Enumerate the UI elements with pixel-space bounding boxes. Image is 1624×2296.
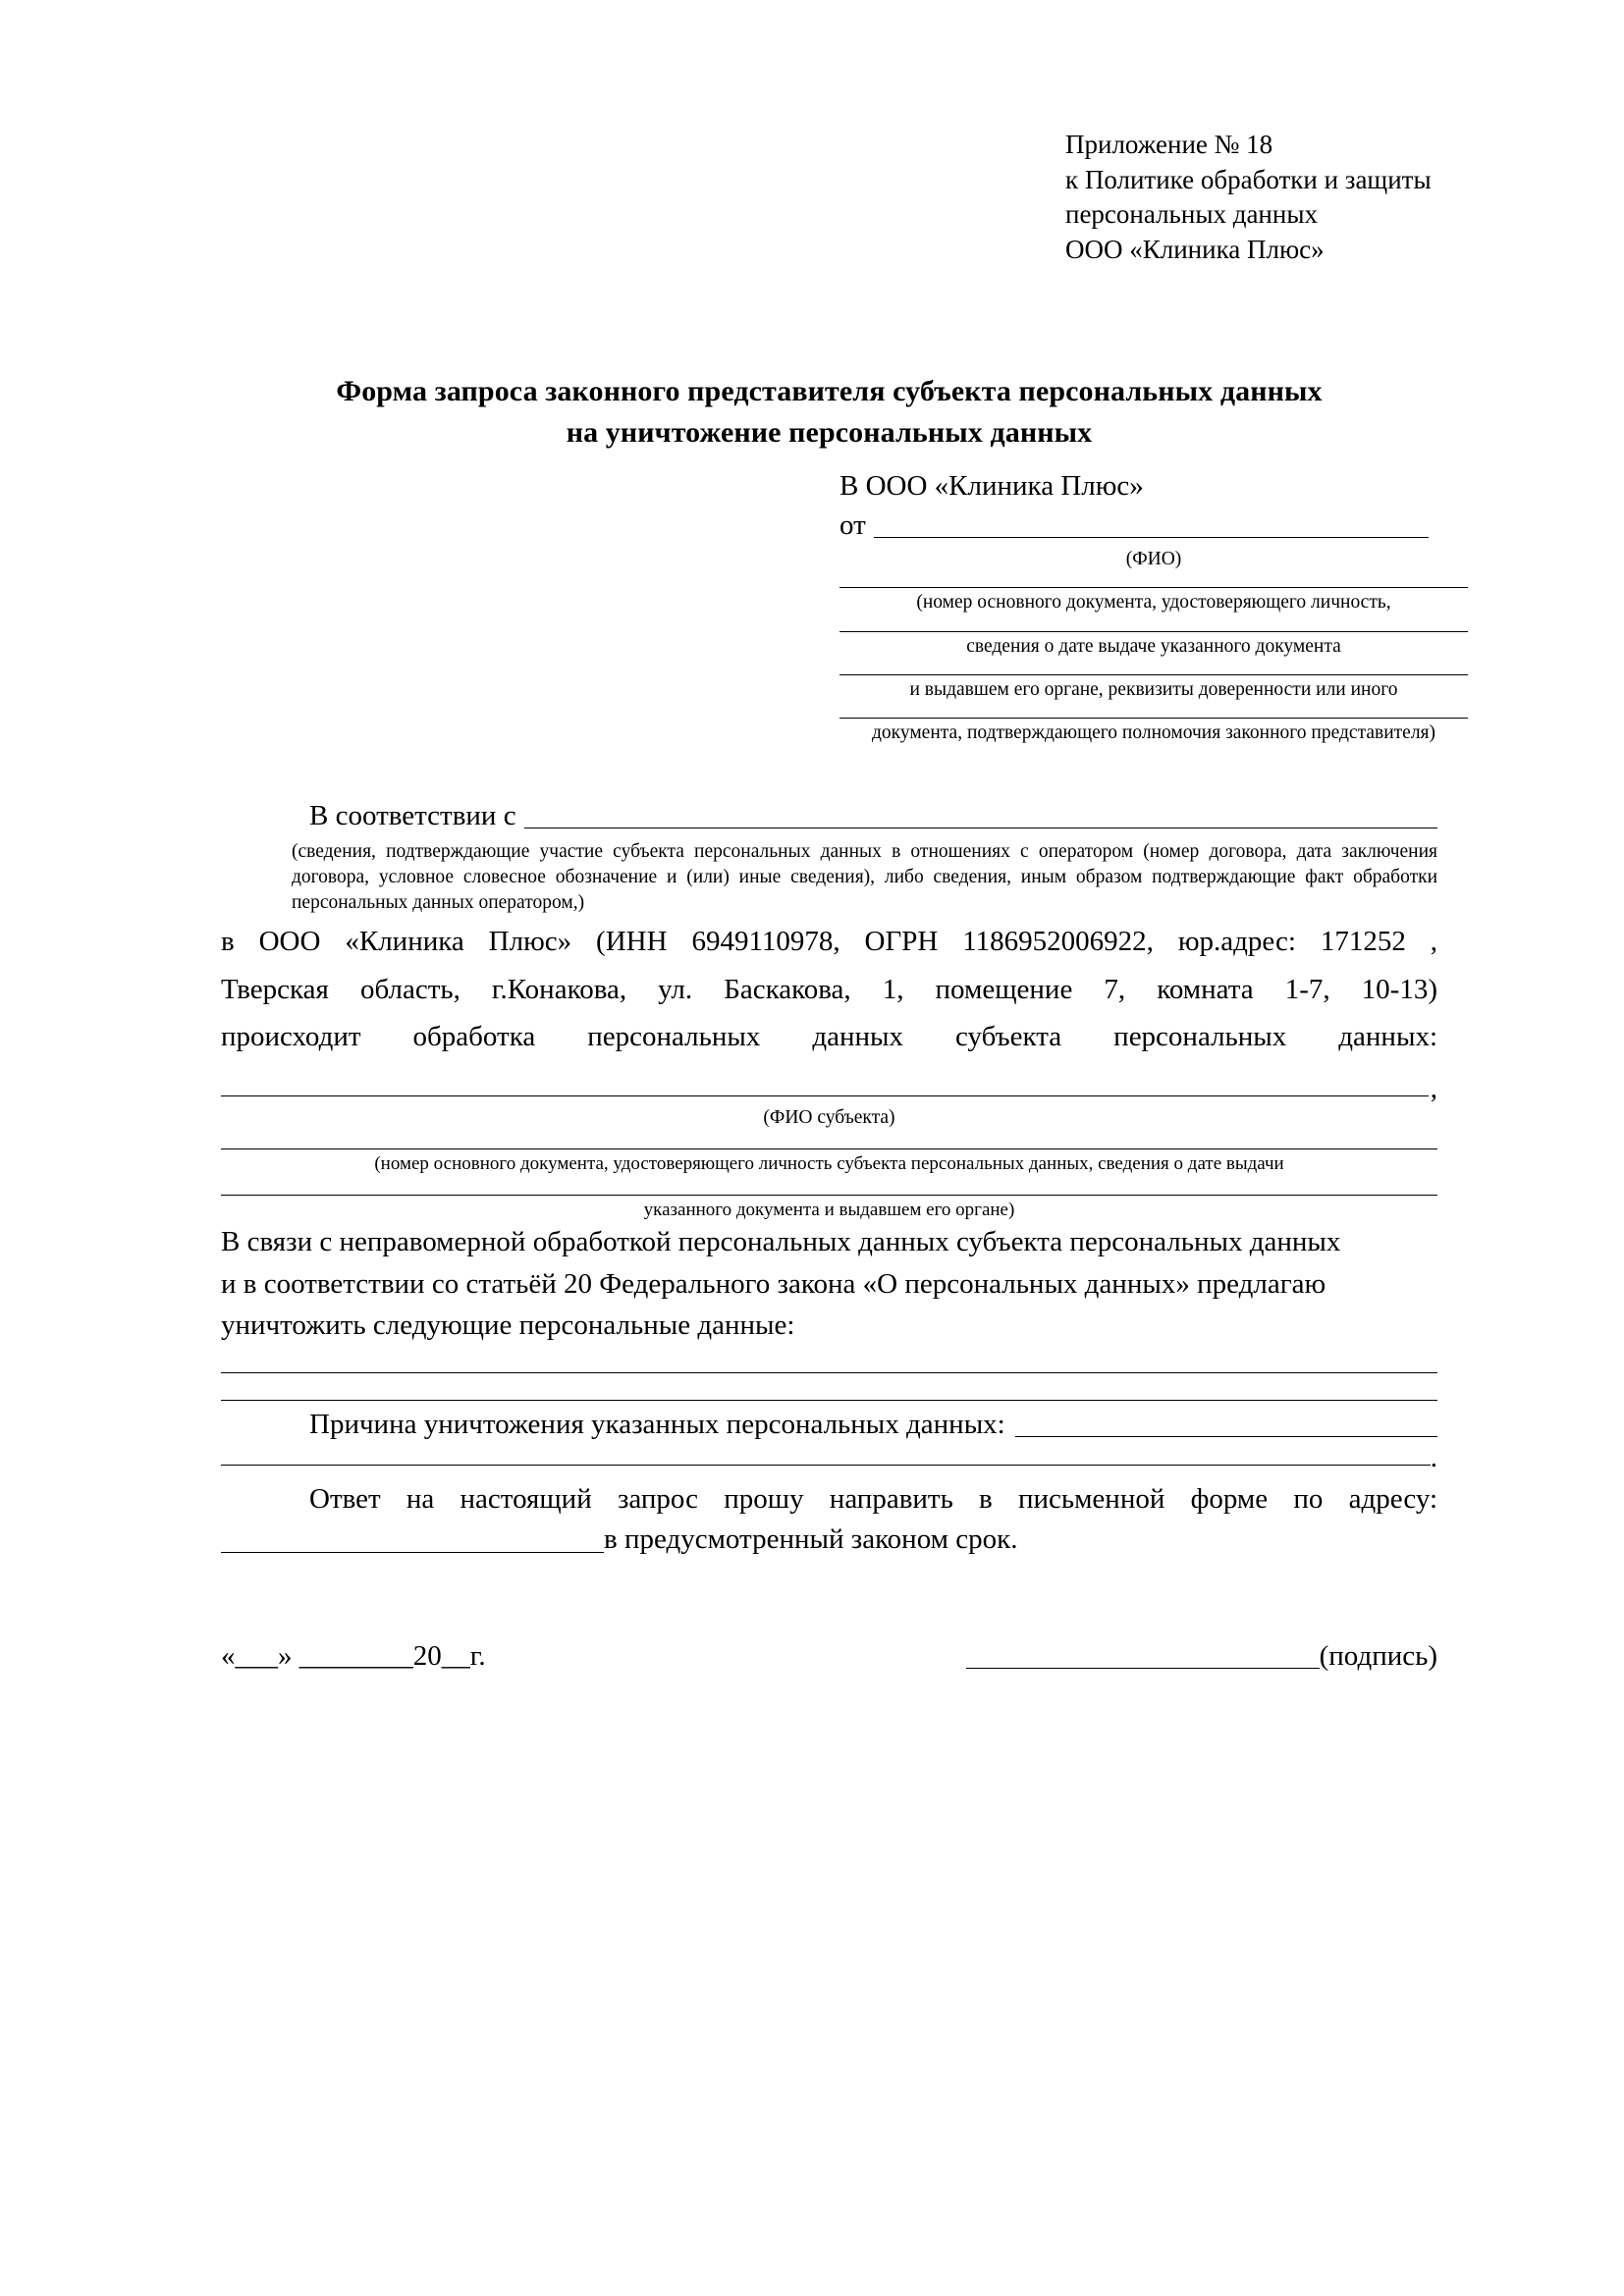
statement-line2: и в соответствии со статьёй 20 Федерального закона «О персональных данных» предлагаю: [221, 1267, 1326, 1300]
caption-fio: (ФИО): [1125, 548, 1182, 569]
reason-row-2: [221, 1444, 1437, 1472]
appendix-header: [1065, 128, 1437, 268]
statement-line3: уничтожить следующие персональные данные:: [221, 1308, 795, 1341]
doc-organ-input-line[interactable]: [839, 673, 1468, 675]
appendix-number: Приложение № 18: [1065, 130, 1273, 159]
doc-number-input-line[interactable]: [839, 586, 1468, 588]
signature-input-line[interactable]: [966, 1667, 1320, 1669]
signature-field: [966, 1636, 1437, 1677]
subject-fio-comma: ,: [1430, 1072, 1437, 1104]
caption-doc-number: (номер основного документа, удостоверяющего личность,: [916, 592, 1391, 614]
signature-caption: (подпись): [1319, 1639, 1437, 1672]
caption-doc-authority: документа, подтверждающего полномочия законного представителя): [871, 722, 1436, 744]
addressee-to: В ООО «Клиника Плюс»: [839, 469, 1144, 502]
caption-subject-fio: (ФИО субъекта): [763, 1106, 895, 1128]
date-field[interactable]: «___» ________20__г.: [221, 1639, 486, 1672]
operator-line2: Тверская область, г.Конакова, ул. Баскакова, 1, помещение 7, комната 1-7, 10-13): [221, 973, 1437, 1005]
answer-address-row: [221, 1520, 1437, 1560]
addressee-from-label: от: [839, 508, 866, 541]
reason-period: .: [1430, 1442, 1437, 1474]
answer-text: Ответ на настоящий запрос прошу направить в письменной форме по адресу:: [309, 1483, 1437, 1516]
answer-address-input-line[interactable]: [221, 1551, 604, 1553]
caption-subject-doc-1: (номер основного документа, удостоверяющего личность субъекта персональных данных, сведения о дате выдачи: [374, 1152, 1284, 1174]
addressee-from-row: [839, 506, 1437, 545]
operator-line1: в ООО «Клиника Плюс» (ИНН 6949110978, ОГРН 1186952006922, юр.адрес: 171252 ,: [221, 926, 1437, 958]
addressee-from-input-line[interactable]: [874, 536, 1429, 538]
subject-doc-input-line-1[interactable]: [221, 1148, 1437, 1149]
reason-row: [221, 1405, 1437, 1445]
in-accordance-input-line[interactable]: [524, 827, 1437, 828]
data-to-destroy-line-2[interactable]: [221, 1399, 1437, 1401]
page-title: [221, 371, 1437, 454]
body-block: [221, 796, 1437, 1677]
answer-tail: в предусмотренный законом срок.: [604, 1523, 1018, 1556]
doc-date-input-line[interactable]: [839, 630, 1468, 632]
page-title-line1: Форма запроса законного представителя субъекта персональных данных: [336, 374, 1323, 407]
subject-doc-input-line-2[interactable]: [221, 1194, 1437, 1196]
page-title-line2: на уничтожение персональных данных: [566, 416, 1093, 450]
caption-doc-date: сведения о дате выдаче указанного документа: [966, 635, 1341, 657]
doc-authority-input-line[interactable]: [839, 717, 1468, 719]
fineprint-text: (сведения, подтверждающие участие субъекта персональных данных в отношениях с оператором (номер договора, дата заключения договора, условное словесное обозначение и (или) иные сведения), либо сведения, иным образом подтверждающие факт обработки персональных данных оператором,): [292, 841, 1437, 913]
caption-doc-organ: и выдавшем его органе, реквизиты доверенности или иного: [909, 678, 1398, 700]
reason-input-line-1[interactable]: [1015, 1435, 1437, 1437]
subject-fio-row: [221, 1072, 1437, 1104]
subject-fio-input-line[interactable]: [221, 1095, 1429, 1096]
appendix-policy-line2: персональных данных: [1065, 199, 1318, 230]
reason-label: Причина уничтожения указанных персональных данных:: [309, 1408, 1005, 1440]
operator-line3: происходит обработка персональных данных субъекта персональных данных:: [221, 1020, 1437, 1052]
statement-line1: В связи с неправомерной обработкой персональных данных субъекта персональных данных: [221, 1226, 1341, 1258]
fineprint-contract-info: [221, 839, 1437, 915]
in-accordance-row: [221, 796, 1437, 836]
appendix-policy-line1: к Политике обработки и защиты: [1065, 164, 1432, 194]
addressee-block: [221, 466, 1437, 545]
appendix-company: ООО «Клиника Плюс»: [1065, 234, 1325, 264]
caption-subject-doc-2: указанного документа и выдавшем его органе): [643, 1199, 1015, 1220]
signature-row: [221, 1636, 1437, 1677]
answer-address-text: [221, 1478, 1437, 1520]
in-accordance-label: В соответствии с: [309, 799, 516, 831]
reason-input-line-2[interactable]: [221, 1464, 1431, 1466]
